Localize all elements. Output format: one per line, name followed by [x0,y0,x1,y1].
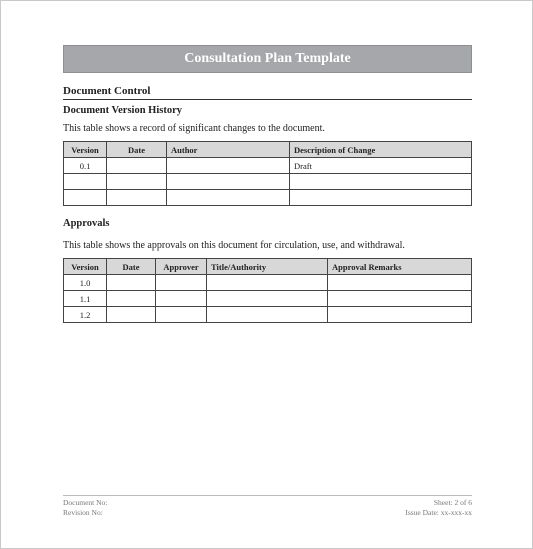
column-header-version: Version [64,259,107,275]
footer-document-no: Document No: [63,498,108,507]
table-cell [328,291,472,307]
version-history-description: This table shows a record of significant changes to the document. [63,123,325,134]
section-heading-document-control: Document Control [63,85,472,100]
table-cell [107,307,156,323]
table-cell: 0.1 [64,158,107,174]
table-cell [107,190,167,206]
table-header-row [64,259,472,275]
version-history-table [63,141,472,206]
approvals-heading: Approvals [63,218,110,229]
footer-revision-no: Revision No: [63,508,103,517]
table-cell [207,275,328,291]
table-row [64,190,472,206]
table-cell [290,190,472,206]
column-header-version: Version [64,142,107,158]
table-cell [107,291,156,307]
table-cell: Draft [290,158,472,174]
footer-issue-date: Issue Date: xx-xxx-xx [405,508,472,517]
footer-divider [63,495,472,496]
table-row [64,275,472,291]
table-row [64,158,472,174]
approvals-description: This table shows the approvals on this document for circulation, use, and withdrawal. [63,240,405,251]
table-header-row [64,142,472,158]
column-header-title-authority: Title/Authority [207,259,328,275]
table-row [64,174,472,190]
table-cell [290,174,472,190]
table-cell [156,291,207,307]
table-cell: 1.0 [64,275,107,291]
column-header-date: Date [107,142,167,158]
table-cell: 1.2 [64,307,107,323]
version-history-heading: Document Version History [63,105,182,116]
table-cell [107,158,167,174]
table-cell: 1.1 [64,291,107,307]
column-header-description: Description of Change [290,142,472,158]
table-cell [328,275,472,291]
table-row [64,307,472,323]
table-cell [328,307,472,323]
table-cell [64,190,107,206]
table-cell [156,307,207,323]
table-cell [207,307,328,323]
table-cell [167,174,290,190]
table-cell [107,275,156,291]
table-row [64,291,472,307]
document-title: Consultation Plan Template [63,45,472,73]
column-header-approval-remarks: Approval Remarks [328,259,472,275]
table-cell [156,275,207,291]
table-cell [64,174,107,190]
table-cell [167,158,290,174]
column-header-date: Date [107,259,156,275]
footer-sheet: Sheet: 2 of 6 [433,498,472,507]
approvals-table [63,258,472,323]
table-cell [207,291,328,307]
column-header-approver: Approver [156,259,207,275]
table-cell [107,174,167,190]
table-cell [167,190,290,206]
column-header-author: Author [167,142,290,158]
